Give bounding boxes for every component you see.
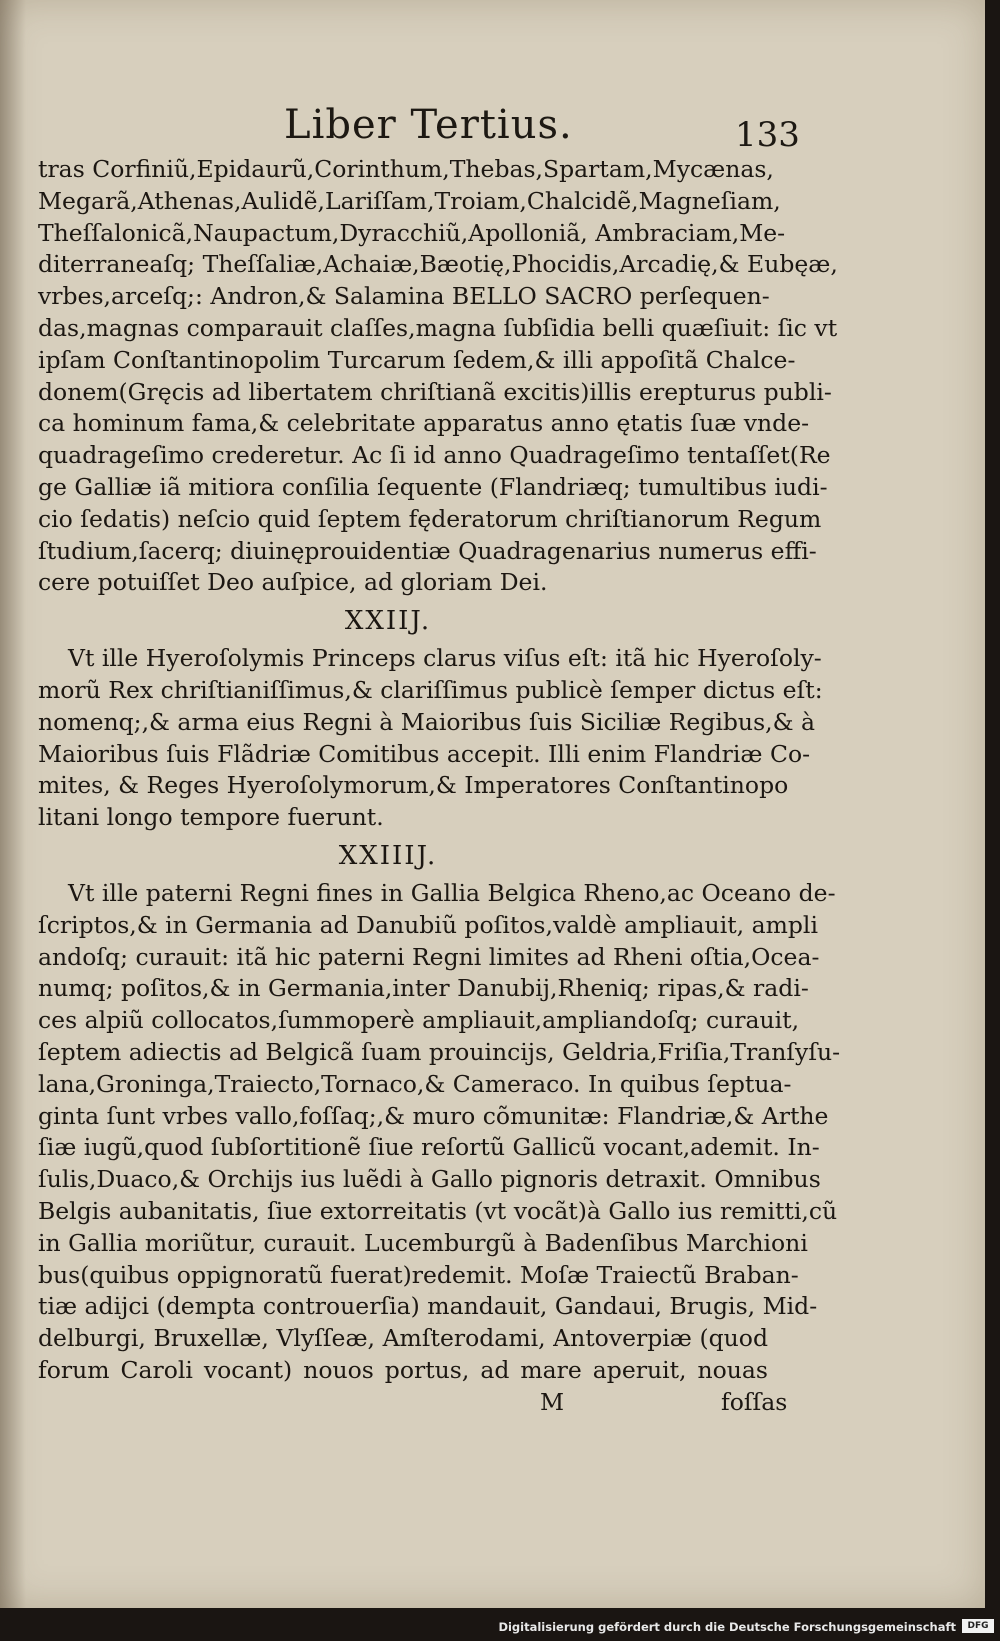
digitization-credit-bar <box>0 1608 1000 1641</box>
text-line: cio ſedatis) neſcio quid ſeptem fęderatorum chriſtianorum Regum <box>38 504 822 533</box>
text-line: diterraneaſq; Theſſaliæ,Achaiæ,Bæotię,Phocidis,Arcadię,& Eubęæ, <box>38 250 838 279</box>
running-header-title: Liber Tertius. <box>284 102 573 148</box>
text-line: mites, & Reges Hyeroſolymorum,& Imperatores Conſtantinopo <box>38 771 789 800</box>
text-line: das,magnas comparauit claſſes,magna ſubſidia belli quæſiuit: ſic vt <box>38 313 838 342</box>
text-line: ipſam Conſtantinopolim Turcarum ſedem,& illi appoſitã Chalce- <box>38 345 796 374</box>
text-line: nomenq;,& arma eius Regni à Maioribus ſuis Siciliæ Regibus,& à <box>38 707 815 736</box>
section-23-body <box>38 643 823 834</box>
text-line: Vt ille Hyeroſolymis Princeps clarus viſus eſt: itã hic Hyeroſoly- <box>68 644 822 673</box>
section-heading-23: XXIIJ. <box>344 606 432 637</box>
text-line: ca hominum fama,& celebritate apparatus anno ętatis ſuæ vnde- <box>38 409 810 438</box>
page-number: 133 <box>735 115 800 155</box>
text-line: vrbes,arceſq;: Andron,& Salamina BELLO SACRO perſequen- <box>38 282 770 311</box>
paragraph-1 <box>38 154 838 599</box>
text-line: in Gallia moriũtur, curauit. Lucemburgũ à Badenſibus Marchioni <box>38 1228 808 1257</box>
funding-credit: Digitalisierung gefördert durch die Deutsche Forschungsgemeinschaft <box>498 1620 956 1634</box>
text-line: tiæ adijci (dempta controuerſia) mandauit, Gandaui, Brugis, Mid- <box>38 1292 818 1321</box>
catchword: foſſas <box>721 1387 788 1416</box>
text-line: Maioribus ſuis Flãdriæ Comitibus accepit. Illi enim Flandriæ Co- <box>38 739 811 768</box>
text-line: numq; poſitos,& in Germania,inter Danubij,Rheniq; ripas,& radi- <box>38 974 809 1003</box>
text-line: ginta ſunt vrbes vallo,foſſaq;,& muro cõmunitæ: Flandriæ,& Arthe <box>38 1101 829 1130</box>
text-line: ſtudium,ſacerq; diuinęprouidentiæ Quadragenarius numerus effi- <box>38 536 817 565</box>
text-line: ſiæ iugũ,quod ſubſortitionẽ ſiue reſortũ Gallicũ vocant,ademit. In- <box>38 1133 820 1162</box>
text-line: bus(quibus oppignoratũ fuerat)redemit. Moſæ Traiectũ Braban- <box>38 1260 799 1289</box>
section-24-body <box>38 878 841 1387</box>
text-line: andoſq; curauit: itã hic paterni Regni limites ad Rheni oſtia,Ocea- <box>38 942 820 971</box>
text-line: ſulis,Duaco,& Orchijs ius luẽdi à Gallo pignoris detraxit. Omnibus <box>38 1165 821 1194</box>
text-block <box>38 154 841 1419</box>
text-line: Belgis aubanitatis, ſiue extorreitatis (vt vocãt)à Gallo ius remitti,cũ <box>38 1196 838 1225</box>
text-line: lana,Groninga,Traiecto,Tornaco,& Cameraco. In quibus ſeptua- <box>38 1069 792 1098</box>
text-line: donem(Gręcis ad libertatem chriſtianã excitis)illis erepturus publi- <box>38 377 832 406</box>
text-line: ge Galliæ iã mitiora conſilia ſequente (Flandriæq; tumultibus iudi- <box>38 472 828 501</box>
section-heading-24: XXIIIJ. <box>338 840 438 871</box>
text-line: quadrageſimo crederetur. Ac ſi id anno Quadrageſimo tentaſſet(Re <box>38 441 831 470</box>
text-line: morũ Rex chriſtianiſſimus,& clariſſimus publicè ſemper dictus eſt: <box>38 675 823 704</box>
page-footer <box>38 1387 788 1419</box>
text-line: ces alpiũ collocatos,ſummoperè ampliauit,ampliandoſq; curauit, <box>38 1006 800 1035</box>
signature-mark: M <box>540 1387 565 1416</box>
text-line: tras Corfiniũ,Epidaurũ,Corinthum,Thebas,Spartam,Mycænas, <box>38 155 774 183</box>
text-line: ſeptem adiectis ad Belgicã ſuam prouincijs, Geldria,Friſia,Tranſyſu- <box>38 1037 841 1066</box>
text-line: Theſſalonicã,Naupactum,Dyracchiũ,Apolloniã, Ambraciam,Me- <box>38 218 786 247</box>
dfg-logo-icon: DFG <box>962 1619 994 1633</box>
text-line: delburgi, Bruxellæ, Vlyſſeæ, Amſterodami, Antoverpiæ (quod <box>38 1324 768 1353</box>
text-line: Vt ille paterni Regni fines in Gallia Belgica Rheno,ac Oceano de- <box>68 878 836 907</box>
text-line: ſcriptos,& in Germania ad Danubiũ poſitos,valdè ampliauit, ampli <box>38 910 818 939</box>
text-line: litani longo tempore fuerunt. <box>38 803 384 832</box>
text-line: forum Caroli vocant) nouos portus, ad mare aperuit, nouas <box>38 1355 768 1384</box>
text-line: cere potuiſſet Deo auſpice, ad gloriam Dei. <box>38 568 548 597</box>
text-line: Megarã,Athenas,Aulidẽ,Lariſſam,Troiam,Chalcidẽ,Magneſiam, <box>38 186 781 215</box>
